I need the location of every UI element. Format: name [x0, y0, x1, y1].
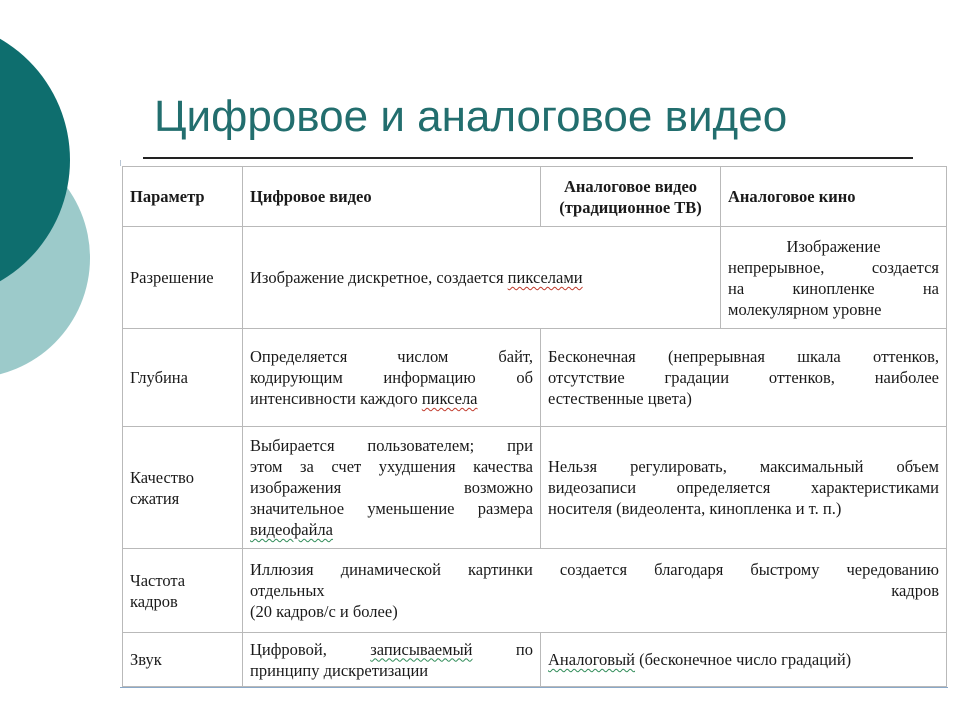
depth-digital-pixel: пиксела [421, 389, 478, 408]
header-digital: Цифровое видео [243, 167, 541, 227]
resolution-digital-pixels: пикселами [507, 268, 583, 287]
sound-analog [541, 633, 947, 687]
sound-analog-word: Аналоговый [548, 650, 636, 669]
compression-digital-line3: изображения возможно [250, 478, 533, 497]
header-film: Аналоговое кино [721, 167, 947, 227]
sound-digital-recorded: записываемый [370, 639, 473, 659]
comparison-table [122, 166, 947, 687]
resolution-film-line3: на кинопленке на [728, 278, 939, 298]
frame-tick [120, 160, 121, 166]
depth-analog-line3: естественные цвета) [548, 389, 692, 408]
compression-analog-line2: видеозаписи определяется характеристиками [548, 478, 939, 497]
resolution-digital [243, 227, 721, 329]
table-row [123, 427, 947, 549]
resolution-film-line4: молекулярном уровне [728, 299, 882, 319]
depth-digital-line3-text: интенсивности каждого [250, 389, 422, 408]
resolution-digital-text: Изображение дискретное, создается [250, 268, 508, 287]
depth-digital-line2: кодирующим информацию об [250, 368, 533, 387]
table-header-row [123, 167, 947, 227]
compression-analog-line1: Нельзя регулировать, максимальный объем [548, 457, 939, 476]
header-analog-tv-line1: Аналоговое видео [563, 176, 698, 196]
depth-digital [243, 329, 541, 427]
row-label-depth: Глубина [123, 329, 243, 427]
framerate-label-line1: Частота [130, 570, 186, 590]
sound-digital-word1: Цифровой, [250, 639, 371, 659]
table-row [123, 549, 947, 633]
depth-digital-line1: Определяется числом байт, [250, 347, 533, 366]
compression-digital-line4: значительное уменьшение размера [250, 499, 533, 518]
resolution-film [721, 227, 947, 329]
compression-digital-line1: Выбирается пользователем; при [250, 436, 533, 455]
slide-title: Цифровое и аналоговое видео [154, 92, 788, 141]
framerate-line2-right: кадров [891, 581, 939, 600]
compression-digital-line5 [250, 519, 533, 540]
header-analog-tv [541, 167, 721, 227]
table-bottom-line [120, 687, 948, 688]
title-underline [143, 157, 913, 159]
sound-digital-word3: по [472, 639, 533, 659]
sound-digital-line2: принципу дискретизации [250, 660, 429, 680]
framerate-line2: отдельных [250, 581, 325, 600]
depth-analog-line1: Бесконечная (непрерывная шкала оттенков, [548, 347, 939, 366]
table-row [123, 227, 947, 329]
depth-digital-line3 [250, 388, 533, 409]
framerate-line1: Иллюзия динамической картинки создается благодаря быстрому чередованию [250, 560, 939, 579]
framerate-text [243, 549, 947, 633]
row-label-resolution: Разрешение [123, 227, 243, 329]
header-analog-tv-line2: (традиционное ТВ) [559, 197, 702, 217]
row-label-framerate [123, 549, 243, 633]
compression-analog [541, 427, 947, 549]
row-label-sound: Звук [123, 633, 243, 687]
resolution-film-line2: непрерывное, создается [728, 257, 939, 277]
compression-digital-videofile: видеофайла [250, 520, 333, 539]
sound-analog-rest: (бесконечное число градаций) [635, 650, 852, 669]
compression-digital [243, 427, 541, 549]
table-row [123, 633, 947, 687]
framerate-line3: (20 кадров/с и более) [250, 602, 398, 621]
header-param: Параметр [123, 167, 243, 227]
table-row [123, 329, 947, 427]
compression-analog-line3: носителя (видеолента, кинопленка и т. п.) [548, 499, 842, 518]
row-label-compression [123, 427, 243, 549]
framerate-label-line2: кадров [130, 591, 178, 611]
resolution-film-line1: Изображение [786, 236, 881, 256]
sound-digital-line1 [250, 639, 533, 660]
compression-digital-line2: этом за счет ухудшения качества [250, 457, 533, 476]
depth-analog [541, 329, 947, 427]
depth-analog-line2: отсутствие градации оттенков, наиболее [548, 368, 939, 387]
compression-label-line1: Качество [130, 467, 194, 487]
compression-label-line2: сжатия [130, 488, 180, 508]
sound-digital [243, 633, 541, 687]
